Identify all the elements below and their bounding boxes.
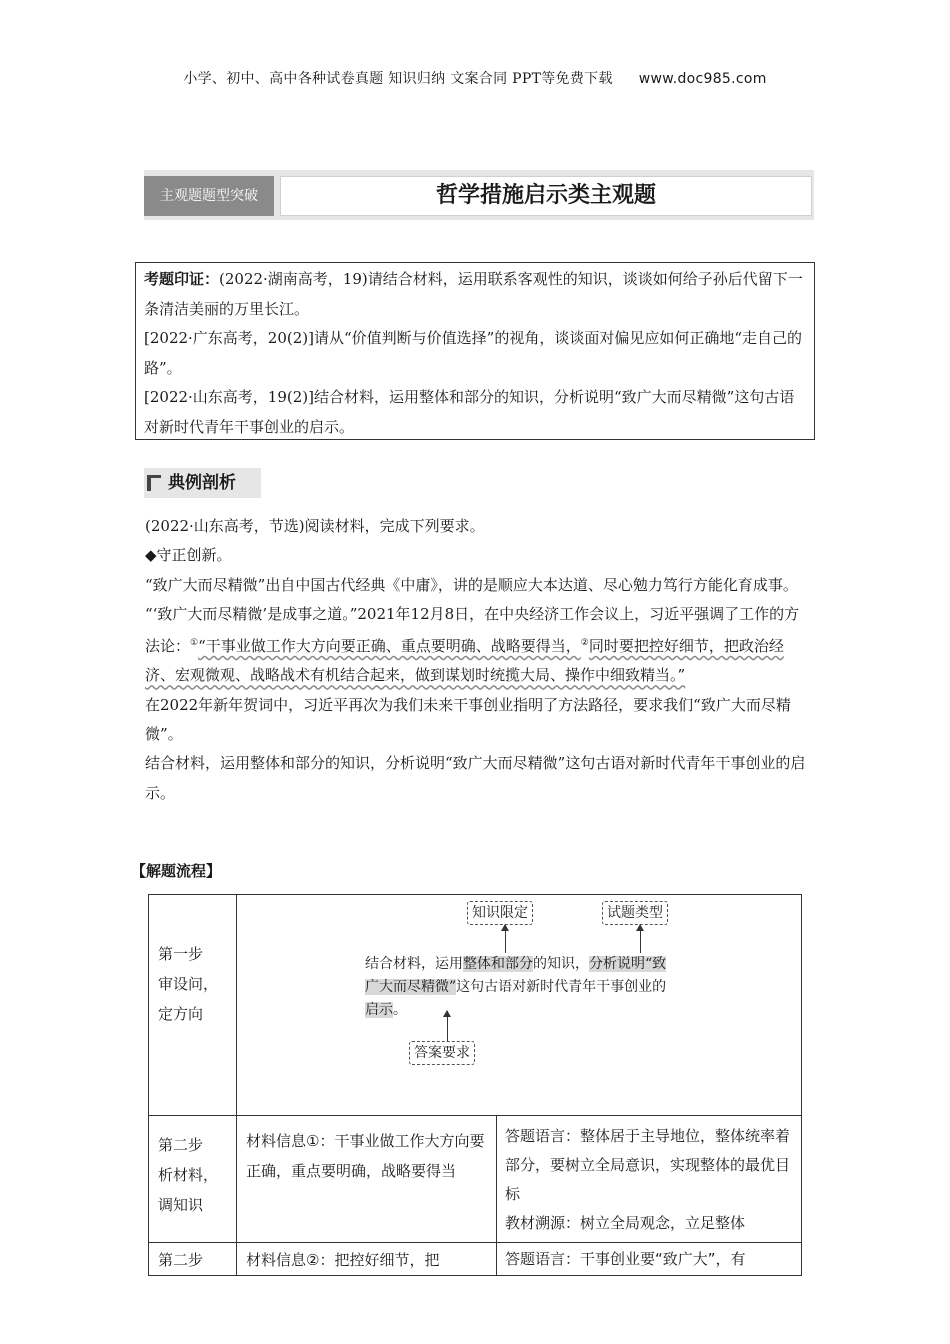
material-info-2: 材料信息②：把控好细节，把 bbox=[237, 1243, 497, 1276]
title-banner bbox=[144, 170, 814, 220]
material-info-1: 材料信息①：干事业做工作大方向要正确，重点要明确，战略要得当 bbox=[237, 1116, 497, 1243]
step-2-line-1: 第二步 bbox=[158, 1136, 204, 1154]
table-row bbox=[149, 1243, 802, 1276]
example-bullet: ◆守正创新。 bbox=[145, 546, 232, 565]
banner-label: 主观题题型突破 bbox=[144, 176, 274, 216]
header-text: 小学、初中、高中各种试卷真题 知识归纳 文案合同 PPT等免费下载 bbox=[183, 71, 613, 87]
s8: 。 bbox=[393, 1002, 407, 1018]
para2-a: “‘致广大而尽精微’是成事之道。”2021年12月8日，在中央经济工作会议上，习近平强调了工作的方法论： bbox=[145, 604, 800, 656]
example-para-1: “致广大而尽精微”出自中国古代经典《中庸》，讲的是顺应大本达道、尽心勉力笃行方能化育成事。 bbox=[145, 575, 798, 594]
example-body bbox=[145, 512, 810, 808]
section-icon bbox=[147, 475, 161, 491]
mark-1: ① bbox=[190, 638, 199, 649]
page-header bbox=[0, 68, 950, 88]
s3: 的知识， bbox=[533, 956, 589, 972]
section-heading bbox=[144, 468, 261, 498]
diagram-sentence bbox=[365, 953, 675, 1022]
s5-highlight: “致广大而尽精微” bbox=[365, 956, 667, 995]
tag-answer-requirement: 答案要求 bbox=[409, 1041, 475, 1065]
step-2-line-3: 调知识 bbox=[158, 1196, 204, 1214]
step-cell-1 bbox=[149, 895, 237, 1116]
mark-2: ② bbox=[580, 638, 589, 649]
answer-language-1: 答题语言：整体居于主导地位，整体统率着部分，要树立全局意识，实现整体的最优目标 bbox=[505, 1127, 791, 1203]
s2-highlight: 整体和部分 bbox=[463, 956, 533, 972]
exam-line-2: [2022·广东高考，20(2)]请从“价值判断与价值选择”的视角，谈谈面对偏见应如何正确地“走自己的路”。 bbox=[144, 329, 802, 377]
step-1-line-1: 第一步 bbox=[158, 945, 204, 963]
s4-highlight: 分析说明 bbox=[589, 956, 645, 972]
answer-cell-1 bbox=[497, 1116, 802, 1243]
arrow-up-icon bbox=[443, 1010, 451, 1017]
para2-b: “干事业做工作大方向要正确、重点要明确、战略要得当， bbox=[198, 637, 581, 656]
question-diagram bbox=[237, 895, 801, 1077]
step-cell-2 bbox=[149, 1116, 237, 1243]
step-cell-3: 第二步 bbox=[149, 1243, 237, 1276]
para2-c: 同时要把控好细节，把政治经济、宏观微观、战略战术有机结合起来，做到谋划时统揽大局、操作中细致精当。” bbox=[145, 637, 784, 685]
step-2-line-2: 析材料， bbox=[158, 1166, 219, 1184]
arrow-up-icon bbox=[501, 924, 509, 931]
exam-line-3: [2022·山东高考，19(2)]结合材料，运用整体和部分的知识，分析说明“致广大而尽精微”这句古语对新时代青年干事创业的启示。 bbox=[144, 388, 795, 436]
exam-box bbox=[135, 262, 815, 440]
example-para-3: 在2022年新年贺词中，习近平再次为我们未来干事创业指明了方法路径，要求我们“致广大而尽精微”。 bbox=[145, 695, 791, 744]
diagram-cell bbox=[237, 895, 802, 1116]
table-row bbox=[149, 895, 802, 1116]
page-title: 哲学措施启示类主观题 bbox=[280, 176, 812, 216]
example-question: 结合材料，运用整体和部分的知识，分析说明“致广大而尽精微”这句古语对新时代青年干事创业的启示。 bbox=[145, 754, 806, 802]
section-title: 典例剖析 bbox=[168, 473, 236, 493]
arrow-up-icon bbox=[636, 924, 644, 931]
answer-language-2: 答题语言：干事创业要“致广大”，有 bbox=[497, 1243, 802, 1276]
s6: 这句古语对新时代青年干事创业的 bbox=[456, 979, 667, 995]
step-1-line-2: 审设问， bbox=[158, 975, 219, 993]
s1: 结合材料，运用 bbox=[365, 956, 463, 972]
flow-table bbox=[148, 894, 802, 1276]
flow-title: 【解题流程】 bbox=[131, 862, 222, 880]
step-1-line-3: 定方向 bbox=[158, 1005, 204, 1023]
example-para-2 bbox=[145, 600, 810, 691]
header-url[interactable]: www.doc985.com bbox=[638, 71, 767, 87]
tag-question-type: 试题类型 bbox=[602, 901, 668, 925]
example-source: (2022·山东高考，节选)阅读材料，完成下列要求。 bbox=[145, 517, 485, 535]
tag-knowledge-limit: 知识限定 bbox=[467, 901, 533, 925]
exam-label: 考题印证： bbox=[144, 270, 220, 288]
exam-text-1: (2022·湖南高考，19)请结合材料，运用联系客观性的知识，谈谈如何给子孙后代留下一条清洁美丽的万里长江。 bbox=[144, 270, 803, 318]
s7-highlight: 启示 bbox=[365, 1002, 393, 1018]
table-row bbox=[149, 1116, 802, 1243]
textbook-source-1: 教材溯源：树立全局观念，立足整体 bbox=[505, 1214, 746, 1232]
exam-line-1 bbox=[144, 265, 806, 324]
